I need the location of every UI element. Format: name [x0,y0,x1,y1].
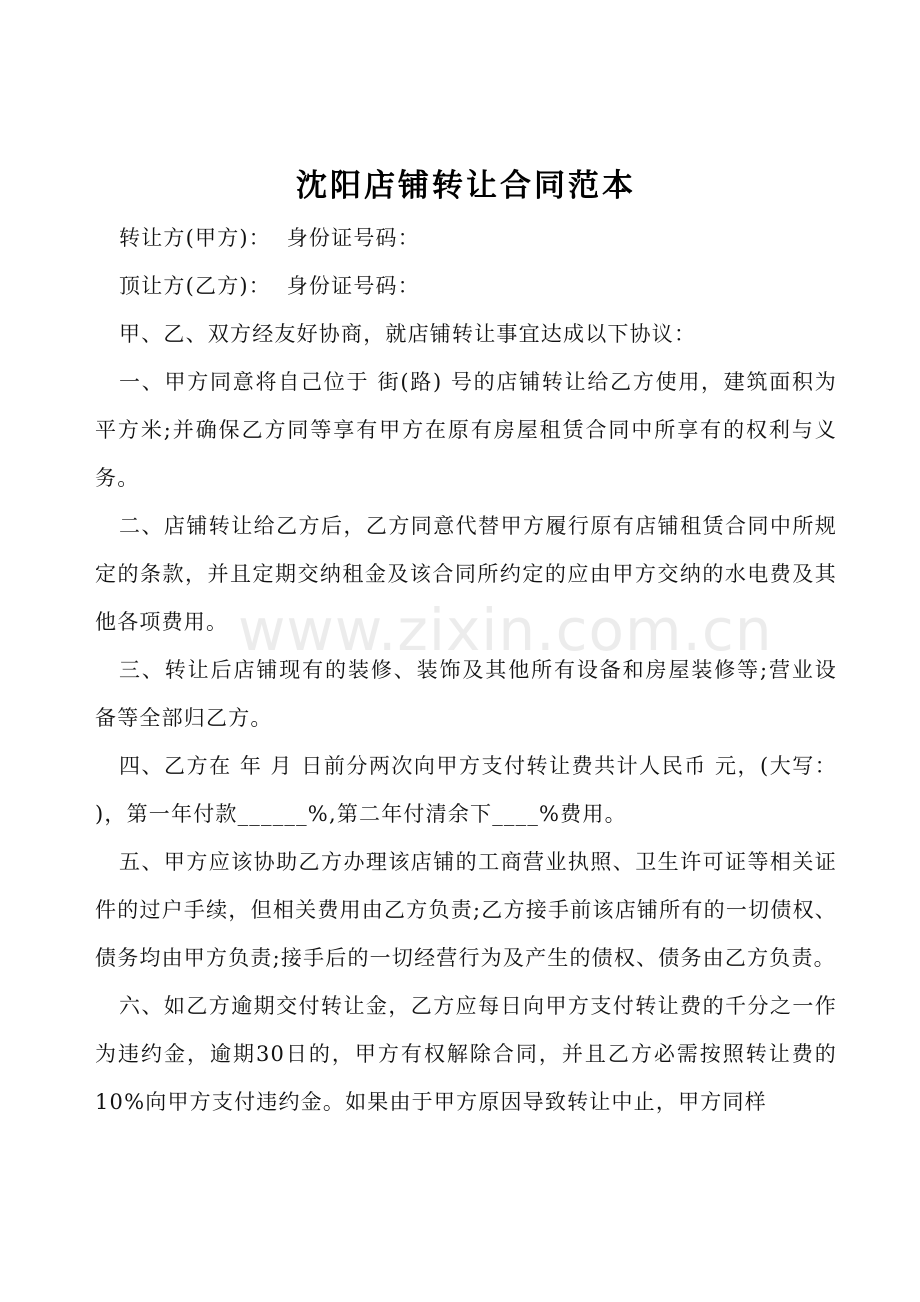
clause-5: 五、甲方应该协助乙方办理该店铺的工商营业执照、卫生许可证等相关证件的过户手续，但相关费用由乙方负责;乙方接手前该店铺所有的一切债权、债务均由甲方负责;接手后的一切经营行为及产生的债权、债务由乙方负责。 [95,850,837,970]
contract-body [95,160,837,1126]
agreement-intro: 甲、乙、双方经友好协商，就店铺转让事宜达成以下协议： [119,322,697,346]
document-title: 沈阳店铺转让合同范本 [296,168,636,204]
party-transferor-line: 转让方(甲方)： 身份证号码： [119,226,420,250]
clause-3: 三、转让后店铺现有的装修、装饰及其他所有设备和房屋装修等;营业设备等全部归乙方。 [95,658,837,730]
party-transferee-line: 顶让方(乙方)： 身份证号码： [119,274,420,298]
clause-6: 六、如乙方逾期交付转让金，乙方应每日向甲方支付转让费的千分之一作为违约金，逾期30日的，甲方有权解除合同，并且乙方必需按照转让费的10%向甲方支付违约金。如果由于甲方原因导致转让中止，甲方同样 [95,994,837,1114]
clause-2: 二、店铺转让给乙方后，乙方同意代替甲方履行原有店铺租赁合同中所规定的条款，并且定期交纳租金及该合同所约定的应由甲方交纳的水电费及其他各项费用。 [95,514,837,634]
watermark-text: www.zixin.com.cn [238,596,773,664]
clause-4: 四、乙方在 年 月 日前分两次向甲方支付转让费共计人民币 元，(大写： )，第一年付款______%,第二年付清余下____%费用。 [95,754,837,826]
clause-1: 一、甲方同意将自己位于 街(路) 号的店铺转让给乙方使用，建筑面积为 平方米;并确保乙方同等享有甲方在原有房屋租赁合同中所享有的权利与义务。 [95,370,837,490]
